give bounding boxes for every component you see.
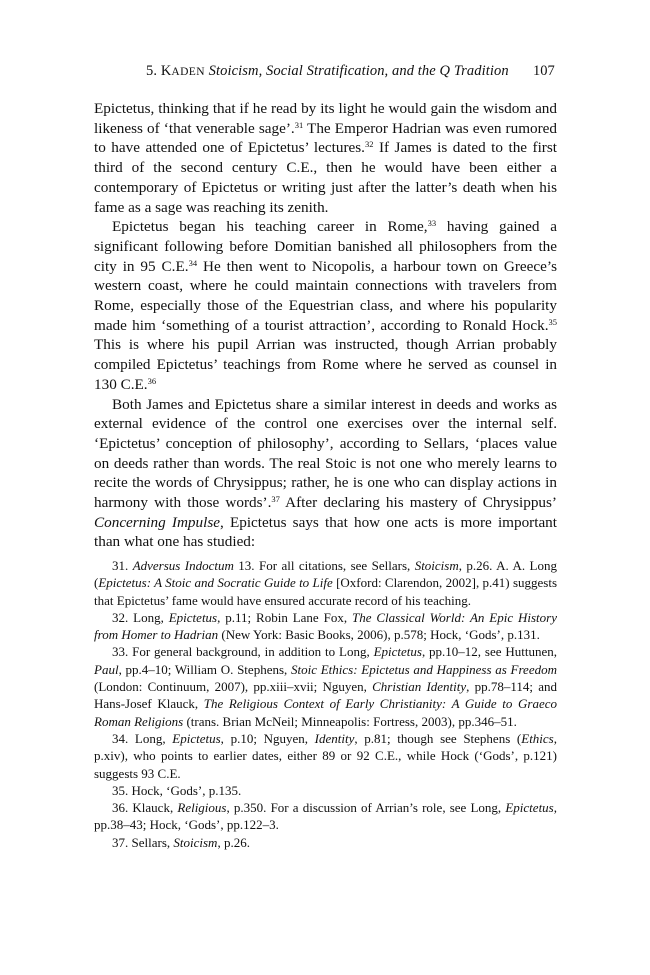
footnote-reference[interactable]: 33 [427,218,437,229]
work-title: Epictetus [373,644,422,660]
work-title: The Classical World: An Epic History from Homer to Hadrian [94,609,557,643]
footnote-32: 32. Long, Epictetus, p.11; Robin Lane Fox, The Classical World: An Epic History from Homer to Hadrian (New York: Basic Books, 2006), p.578; Hock, ‘Gods’, p.131. [94,609,557,643]
paragraph: Epictetus, thinking that if he read by its light he would gain the wisdom and likeness of ‘that venerable sage’.$^{31}$ The Emperor Hadrian was even rumored to have attended one of Epictetus’ lectures.$^{32}$ If James is dated to the first third of the second century C.E., then he would have been either a contemporary of Epictetus or writing just after the latter’s death when his fame as a sage was reaching its zenith. [94,100,557,216]
footnotes [94,557,557,851]
author-initial: K [160,63,172,79]
work-title: The Religious Context of Early Christianity: A Guide to Graeco Roman Religions [94,696,557,729]
paragraph: Both James and Epictetus share a similar interest in deeds and works as external evidence of the control one exercises over the internal self. ‘Epictetus’ conception of philosophy’, according to Sellars, ‘places value on deeds rather than words. The real Stoic is not one who merely learns to recite the words of Chrysippus; rather, he is one who can display actions in harmony with those words’.$^{37}$ After declaring his mastery of Chrysippus’ Concerning Impulse, Epictetus says that how one acts is more important than what one has studied: [94,395,557,551]
footnote-31: 31. Adversus Indoctum 13. For all citations, see Sellars, Stoicism, p.26. A. A. Long (Epictetus: A Stoic and Socratic Guide to Life [Oxford: Clarendon, 2002], p.41) suggests that Epictetus’ fame would have ensured accurate record of his teaching. [94,558,557,608]
work-title: Christian Identity [372,679,467,695]
footnote-33: 33. For general background, in addition to Long, Epictetus, pp.10–12, see Huttunen, Paul, pp.4–10; William O. Stephens, Stoic Ethics: Epictetus and Happiness as Freedom (London: Continuum, 2007), pp.xiii–xvii; Nguyen, Christian Identity, pp.78–114; and Hans-Josef Klauck, The Religious Context of Early Christianity: A Guide to Graeco Roman Religions (trans. Brian McNeil; Minneapolis: Fortress, 2003), pp.346–51. [94,644,558,729]
paragraph: Epictetus began his teaching career in Rome,$^{33}$ having gained a significant following before Domitian banished all philosophers from the city in 95 C.E.$^{34}$ He then went to Nicopolis, a harbour town on Greece’s western coast, where he could maintain connections with travelers from Rome, especially those of the Equestrian class, and where his popularity made him ‘something of a tourist attraction’, according to Ronald Hock.$^{35}$ This is where his pupil Arrian was instructed, though Arrian probably compiled Epictetus’ teachings from Rome where he served as counsel in 130 C.E.$^{36}$ [94,218,558,393]
author-rest: ADEN [171,66,205,78]
footnote-reference[interactable]: 37 [271,494,280,505]
work-title: Stoicism [414,558,459,573]
footnote-37: 37. Sellars, Stoicism, p.26. [112,834,250,850]
work-title: Religious [177,800,227,816]
work-title: Epictetus: A Stoic and Socratic Guide to Life [98,575,333,591]
footnote-35: 35. Hock, ‘Gods’, p.135. [112,782,242,798]
footnote-reference[interactable]: 32 [364,139,374,150]
footnote-reference[interactable]: 36 [147,375,157,386]
chapter-title: Stoicism, Social Stratification, and the Q Tradition [208,63,509,79]
page-number: 107 [533,63,555,79]
work-title: Epictetus [168,609,218,625]
work-title: Adversus Indoctum [132,558,234,573]
chapter-number: 5. [146,63,158,79]
footnote-36: 36. Klauck, Religious, p.350. For a discussion of Arrian’s role, see Long, Epictetus, pp.38–43; Hock, ‘Gods’, pp.122–3. [94,800,557,833]
work-title: Identity [314,730,355,746]
footnote-reference[interactable]: 34 [188,257,198,268]
work-title: Stoicism [173,834,218,850]
work-title: Ethics [521,730,554,746]
footnote-reference[interactable]: 35 [548,316,557,327]
running-head-author [146,63,509,80]
body-text [94,99,557,552]
work-title: Epictetus [172,730,221,746]
work-title: Stoic Ethics: Epictetus and Happiness as Freedom [291,661,557,677]
work-title: Epictetus [505,800,554,816]
work-title: Concerning Impulse [94,513,220,531]
running-head [0,63,650,83]
footnote-34: 34. Long, Epictetus, p.10; Nguyen, Identity, p.81; though see Stephens (Ethics, p.xiv), who points to earlier dates, either 89 or 92 C.E., while Hock (‘Gods’, p.121) suggests 93 C.E. [94,730,557,781]
work-title: Paul [94,661,119,677]
footnote-reference[interactable]: 31 [294,119,304,130]
